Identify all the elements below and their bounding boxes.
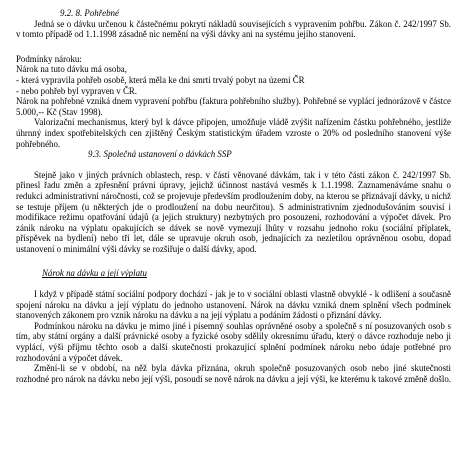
section-heading-common: 9.3. Společná ustanovení o dávkách SSP xyxy=(88,149,232,160)
condition-line: - která vypravila pohřeb osobě, která měla ke dni smrti trvalý pobyt na území ČR xyxy=(16,74,305,85)
paragraph-entitlement-1: I když v případě státní sociální podpory dochází - jak je to v sociální oblasti vlastně obvyklé - k odlišení a současně spojení nároku na dávku a její výplatu do jednoho ustanovení. Nárok na dávku vzniká dnem splnění všech podmínek stanovených zákonem pro vznik nároku na dávku a na její výplatu a podáním žádosti o přiznání dávky. xyxy=(16,289,451,321)
section-heading-pohrebne: 9.2. 8. Pohřebné xyxy=(60,8,119,18)
conditions-title: Podmínky nároku: xyxy=(16,53,82,64)
condition-line: Nárok na tuto dávku má osoba, xyxy=(16,64,127,75)
paragraph-claim: Nárok na pohřebné vzniká dnem vypravení pohřbu (faktura pohřebního služby). Pohřebné se vyplácí jednorázově v částce 5.000,-- Kč (Stav 1998). xyxy=(16,96,451,117)
paragraph-valorization: Valorizační mechanismus, který byl k dávce připojen, umožňuje vládě zvýšit nařízením částku pohřebného, jestliže úhrnný index spotřebitelských cen zjištěný Českým statistickým úřadem vzroste o 20% od posledního stanovení výše pohřebného. xyxy=(16,117,451,149)
paragraph-entitlement-3: Změní-li se v období, na něž byla dávka přiznána, okruh společně posuzovaných osob nebo jiné skutečnosti rozhodné pro nárok na dávku nebo její výši, posoudí se nově nárok na dávku a její výši, ke kterému k takové změně došlo. xyxy=(16,363,452,384)
paragraph-common-provisions: Stejně jako v jiných právních oblastech, resp. v části věnované dávkám, tak i v této části zákon č. 242/1997 Sb. přinesl řadu změn a zpřesnění právní úpravy, jejichž účinnost nastává vesměs k 1.1.1998. Zaznamenáváme snahu o redukci administrativní náročnosti, což se projevuje především prodloužením doby, na kterou se přiznávají dávky, u nichž se testuje příjem (u některých jde o prodloužení na dobu neurčitou). S administrativním zjednodušováním souvisí i modifikace režimu opatřování údajů (a jejich struktury) nezbytných pro posouzení, rozhodování a výpočet dávek. Pro zánik nároku na výplatu opakujících se dávek se nově vymezují lhůty v rozsahu jednoho roku (sociální příplatek, příspěvek na bydlení) nebo tří let, dále se upravuje okruh osob, jednajících za nezletilou oprávněnou osobu, dopad ustanovení o minimální výši dávky se rozšiřuje o další dávky, apod. xyxy=(16,169,451,254)
paragraph-entitlement-2: Podmínkou nároku na dávku je mimo jiné i písemný souhlas oprávněné osoby a společně s ní posuzovaných osob s tím, aby státní orgány a další právnické osoby a fyzické osoby sdělily okresnímu úřadu, který o dávce rozhoduje nebo ji vyplácí, výši příjmu těchto osob a další skutečnosti prokazující splnění podmínek nároku nebo údaje potřebné pro rozhodování a výpočet dávek. xyxy=(16,320,451,363)
paragraph-intro: Jedná se o dávku určenou k částečnému pokrytí nákladů souvisejících s vypravením pohřbu. Zákon č. 242/1997 Sb. v tomto případě od 1.1.1998 zásadně nic nemění na výši dávky ani na systému jejího stanovení. xyxy=(16,18,451,40)
section-heading-entitlement: Nárok na dávku a její výplatu xyxy=(42,268,147,279)
condition-line: - nebo pohřeb byl vypraven v ČR. xyxy=(16,85,138,96)
